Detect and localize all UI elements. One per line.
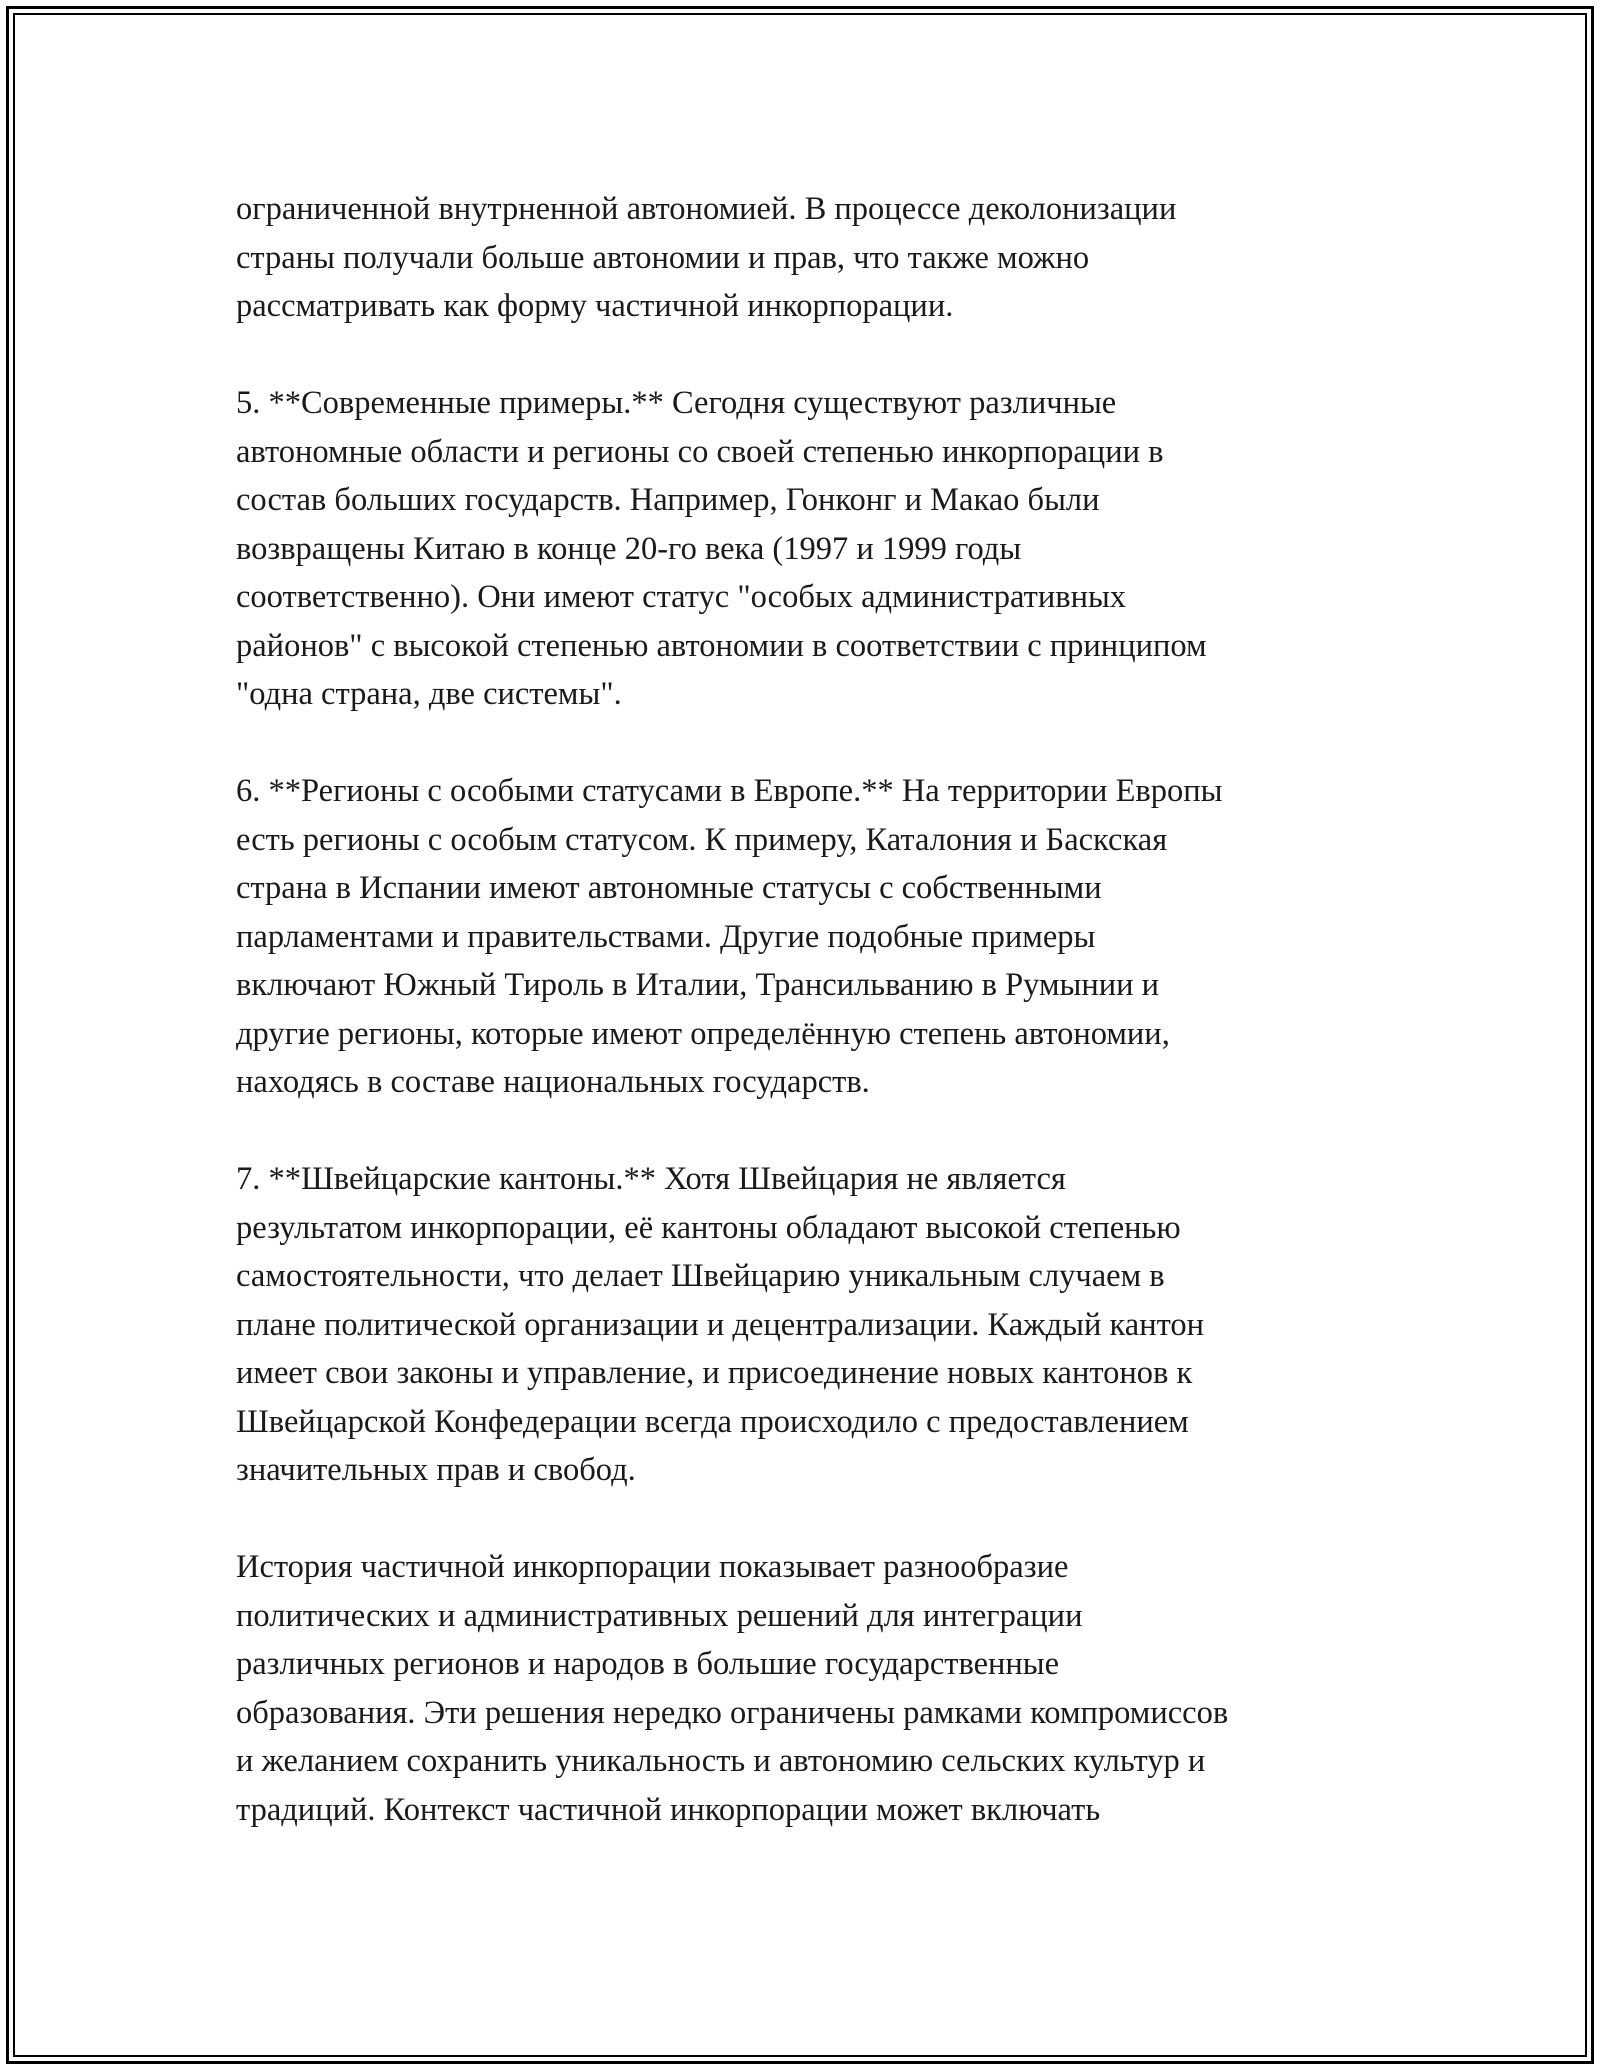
paragraph-europe-regions: 6. **Регионы с особыми статусами в Европе.** На территории Европы есть регионы с особым статусом. К примеру, Каталония и Баскская страна в Испании имеют автономные статусы с собственными парламентами и правительствами. Другие подобные примеры включают Южный Тироль в Италии, Трансильванию в Румынии и другие регионы, которые имеют определённую степень автономии, находясь в составе национальных государств.: [236, 773, 1223, 1100]
paragraph-conclusion: История частичной инкорпорации показывает разнообразие политических и административных решений для интеграции различных регионов и народов в большие государственные образования. Эти решения нередко ограничены рамками компромиссов и желанием сохранить уникальность и автономию сельских культур и традиций. Контекст частичной инкорпорации может включать: [236, 1549, 1229, 1828]
paragraph-modern-examples: 5. **Современные примеры.** Сегодня существуют различные автономные области и регионы со своей степенью инкорпорации в состав больших государств. Например, Гонконг и Макао были возвращены Китаю в конце 20-го века (1997 и 1999 годы соответственно). Они имеют статус "особых административных районов" с высокой степенью автономии в соответствии с принципом "одна страна, две системы".: [236, 385, 1207, 712]
document-body: [236, 185, 1376, 1834]
paragraph-decolonization: ограниченной внутрненной автономией. В процессе деколонизации страны получали больше автономии и прав, что также можно рассматривать как форму частичной инкорпорации.: [236, 191, 1177, 324]
paragraph-swiss-cantons: 7. **Швейцарские кантоны.** Хотя Швейцария не является результатом инкорпорации, её кантоны обладают высокой степенью самостоятельности, что делает Швейцарию уникальным случаем в плане политической организации и децентрализации. Каждый кантон имеет свои законы и управление, и присоединение новых кантонов к Швейцарской Конфедерации всегда происходило с предоставлением значительных прав и свобод.: [236, 1161, 1205, 1488]
